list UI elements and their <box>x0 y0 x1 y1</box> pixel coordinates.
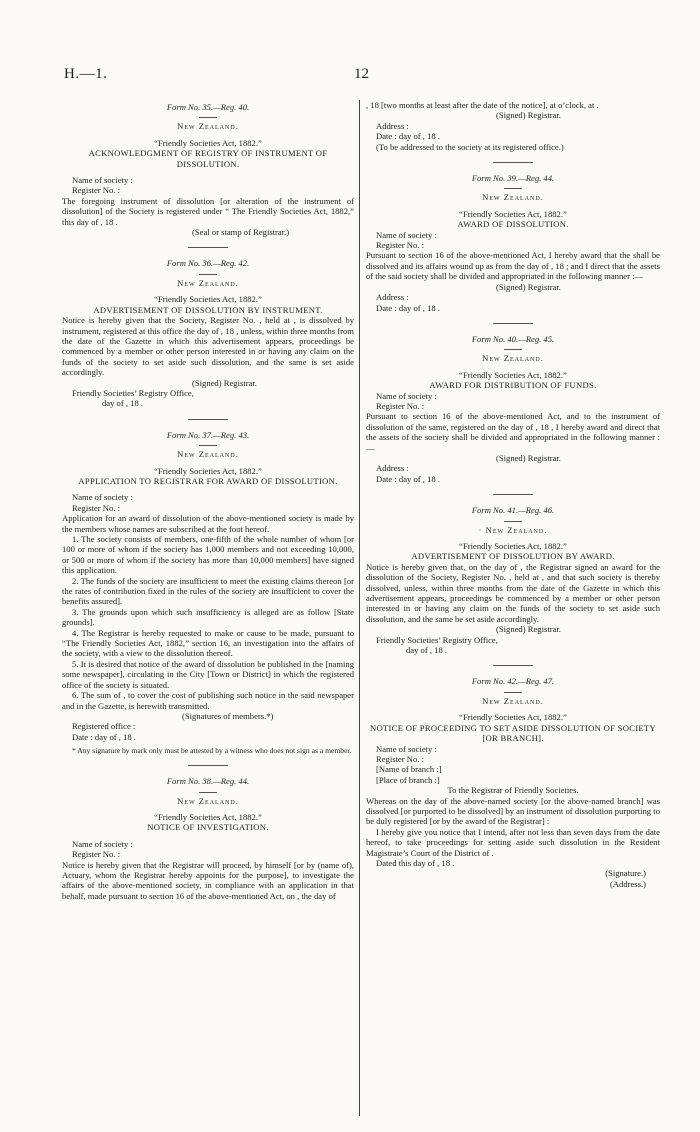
signed-line: (Signed) Registrar. <box>496 624 561 635</box>
date-line: day of , 18 . <box>102 398 144 409</box>
act-title: “Friendly Societies Act, 1882.” <box>459 712 567 723</box>
application-item: 1. The society consists of members, one-fifth of the whole number of whom [or 100 or more of whom if the society has 1,000 members and not exceeding 10,000, or 500 or more of whom if the society has more than 10,000 members] have signed this application. <box>62 534 354 576</box>
running-header-code: H.—1. <box>64 66 108 82</box>
form-title: AWARD OF DISSOLUTION. <box>457 219 569 230</box>
form-heading: Form No. 38.—Reg. 44. <box>166 776 250 787</box>
registry-office: Friendly Societies’ Registry Office, <box>376 634 498 645</box>
application-item: 6. The sum of , to cover the cost of publishing such notice in the said newspaper and in the Gazette, is herewith transmitted. <box>62 690 354 711</box>
form-title: ADVERTISEMENT OF DISSOLUTION BY AWARD. <box>411 551 615 562</box>
form-body: The foregoing instrument of dissolution [or alteration of the instrument of dissolution] of the Society is registered under “ The Friendly Societies Act, 1882,” this day of , 18 . <box>62 195 354 227</box>
application-intro: Application for an award of dissolution of the above-mentioned society is made by the members whose names are subscribed at the foot hereof. <box>62 513 354 534</box>
right-column <box>366 100 660 889</box>
divider <box>199 274 217 275</box>
form-body: I hereby give you notice that I intend, after not less than seven days from the date hereof, to take proceedings for setting aside such dissolution in the Resident Magistrate’s Court of the District of . <box>366 826 660 858</box>
signature-line: (Signature.) <box>605 868 646 879</box>
footnote: * Any signature by mark only must be attested by a witness who does not sign as a member. <box>72 746 352 756</box>
signed-line: (Signed) Registrar. <box>496 281 561 292</box>
country-heading: New Zealand. <box>482 192 544 203</box>
form-36 <box>62 258 354 408</box>
register-label: Register No. : <box>376 240 424 251</box>
country-heading: New Zealand. <box>177 277 239 288</box>
office-label: Registered office : <box>72 721 136 732</box>
form-37 <box>62 430 354 755</box>
date-line: Date : day of , 18 . <box>376 473 440 484</box>
register-label: Register No. : <box>376 400 424 411</box>
act-title: “Friendly Societies Act, 1882.” <box>154 811 262 822</box>
section-divider <box>188 247 228 248</box>
divider <box>504 692 522 693</box>
address-label: Address : <box>376 120 409 131</box>
form-41 <box>366 505 660 655</box>
form-body: Pursuant to section 16 of the above-mentioned Act, and to the instrument of dissolution of the same, registered on the day of , 18 , I hereby award and direct that the assets of the society shall be divided and appropriated in the following manner :— <box>366 411 660 453</box>
form-39 <box>366 173 660 313</box>
country-heading: New Zealand. <box>482 695 544 706</box>
country-heading: New Zealand. <box>177 795 239 806</box>
act-title: “Friendly Societies Act, 1882.” <box>154 137 262 148</box>
name-label: Name of society : <box>72 492 133 503</box>
country-heading: · New Zealand. <box>478 524 548 535</box>
address-note: (To be addressed to the society at its registered office.) <box>376 141 564 152</box>
form-title: ADVERTISEMENT OF DISSOLUTION BY INSTRUMENT. <box>93 304 323 315</box>
signed-line: (Signed) Registrar. <box>496 452 561 463</box>
application-item: 5. It is desired that notice of the award of dissolution be published in the [naming some newspaper], circulating in the City [Town or District] in which the registered office of the society is situated. <box>62 658 354 690</box>
act-title: “Friendly Societies Act, 1882.” <box>154 465 262 476</box>
country-heading: New Zealand. <box>177 121 239 132</box>
country-heading: New Zealand. <box>482 353 544 364</box>
act-title: “Friendly Societies Act, 1882.” <box>459 541 567 551</box>
registry-office: Friendly Societies’ Registry Office, <box>72 387 194 398</box>
form-heading: Form No. 42.—Reg. 47. <box>471 676 555 687</box>
form-heading: Form No. 41.—Reg. 46. <box>471 505 555 516</box>
form-heading: Form No. 37.—Reg. 43. <box>166 429 250 440</box>
name-label: Name of society : <box>72 838 133 849</box>
form-42 <box>366 676 660 889</box>
register-label: Register No. : <box>72 502 120 513</box>
section-divider <box>188 765 228 766</box>
form-heading: Form No. 35.—Reg. 40. <box>166 102 250 112</box>
name-label: Name of society : <box>72 175 133 186</box>
form-title: APPLICATION TO REGISTRAR FOR AWARD OF DISSOLUTION. <box>78 475 338 486</box>
address-line: (Address.) <box>609 878 646 889</box>
act-title: “Friendly Societies Act, 1882.” <box>459 208 567 219</box>
date-line: Date : day of , 18 . <box>72 731 136 742</box>
name-label: Name of society : <box>376 390 437 401</box>
divider <box>504 521 522 522</box>
form-title: ACKNOWLEDGMENT OF REGISTRY OF INSTRUMENT OF DISSOLUTION. <box>88 148 328 169</box>
section-divider <box>493 323 533 324</box>
name-label: Name of society : <box>376 229 437 240</box>
form-heading: Form No. 39.—Reg. 44. <box>471 173 555 184</box>
section-divider <box>493 665 533 666</box>
name-label: Name of society : <box>376 743 437 754</box>
form-38 <box>62 776 354 901</box>
application-item: 4. The Registrar is hereby requested to make or cause to be made, pursuant to “The Friendly Societies Act, 1882,” section 16, an investigation into the affairs of the society, with a view to the dissolution thereof. <box>62 627 354 659</box>
left-column <box>62 100 354 901</box>
form-40 <box>366 334 660 484</box>
form-body-continued: , 18 [two months at least after the date of the notice], at o’clock, at . <box>366 100 599 110</box>
country-heading: New Zealand. <box>177 449 239 460</box>
form-body: Notice is hereby given that the Society, Register No. , held at , is dissolved by instrument, registered at this office the day of , 18 , unless, within three months from the date of the Gazette in which this advertisement appears, proceedings be commenced by a member or other person interested in or having any claim on the funds of the society to set aside such dissolution, and the same is set aside accordingly. <box>62 315 354 378</box>
register-label: Register No. : <box>376 753 424 764</box>
form-title: NOTICE OF PROCEEDING TO SET ASIDE DISSOLUTION OF SOCIETY [OR BRANCH]. <box>369 722 657 744</box>
form-body: Notice is hereby given that, on the day of , the Registrar signed an award for the dissolution of the Society, Register No. , held at , and that such society is thereby dissolved, unless, within three months from the date of the Gazette in which this advertisement appears, proceedings be commenced by a member or other person interested in or having any claim on the funds of the society to set aside such dissolution, and the same be set aside accordingly. <box>366 561 660 624</box>
signed-line: (Signed) Registrar. <box>496 110 561 121</box>
divider <box>199 445 217 446</box>
act-title: “Friendly Societies Act, 1882.” <box>459 369 567 380</box>
signatures-note: (Signatures of members.*) <box>182 710 274 721</box>
form-title: AWARD FOR DISTRIBUTION OF FUNDS. <box>429 380 597 391</box>
address-label: Address : <box>376 292 409 303</box>
branch-name-label: [Name of branch :] <box>376 764 442 775</box>
seal-note: (Seal or stamp of Registrar.) <box>192 227 290 238</box>
section-divider <box>493 494 533 495</box>
divider <box>199 792 217 793</box>
divider <box>504 349 522 350</box>
register-label: Register No. : <box>72 849 120 860</box>
form-body: Pursuant to section 16 of the above-mentioned Act, I hereby award that the shall be dissolved and its affairs wound up as from the day of , 18 ; and I direct that the assets of the said society shall be divided and appropriated in the following manner :— <box>366 250 660 282</box>
form-38-continued <box>366 100 660 152</box>
divider <box>199 117 217 118</box>
form-body: Whereas on the day of the above-named society [or the above-named branch] was dissolved [or purported to be dissolved] by an instrument of dissolution purporting to be duly registered [or by the award of the Registrar] : <box>366 795 660 827</box>
form-heading: Form No. 36.—Reg. 42. <box>166 258 250 269</box>
application-item: 2. The funds of the society are insufficient to meet the existing claims thereon [or the rates of contribution fixed in the rules of the society are insufficient to cover the benefits assured]. <box>62 575 354 607</box>
page-number: 12 <box>354 66 369 82</box>
divider <box>504 188 522 189</box>
dated-line: Dated this day of , 18 . <box>376 857 455 868</box>
column-divider <box>359 100 360 1116</box>
branch-place-label: [Place of branch :] <box>376 774 440 785</box>
signed-line: (Signed) Registrar. <box>192 377 257 388</box>
address-label: Address : <box>376 463 409 474</box>
section-divider <box>188 419 228 420</box>
date-line: Date : day of , 18 . <box>376 131 440 142</box>
act-title: “Friendly Societies Act, 1882.” <box>154 294 262 305</box>
addressee-line: To the Registrar of Friendly Societies. <box>447 785 579 796</box>
form-title: NOTICE OF INVESTIGATION. <box>147 822 269 833</box>
application-item: 3. The grounds upon which such insufficiency is alleged are as follow [State grounds]. <box>62 606 354 628</box>
form-35 <box>62 102 354 237</box>
date-line: day of , 18 . <box>406 645 448 656</box>
register-label: Register No. : <box>72 185 120 196</box>
section-divider <box>493 162 533 163</box>
form-body: Notice is hereby given that the Registrar will proceed, by himself [or by (name of), Actuary, whom the Registrar hereby appoints for the purpose], to investigate the affairs of the above-mentioned society, in compliance with an application in that behalf, made pursuant to section 16 of the above-mentioned Act, on , the day of <box>62 859 354 901</box>
date-line: Date : day of , 18 . <box>376 302 440 313</box>
form-heading: Form No. 40.—Reg. 45. <box>471 333 555 344</box>
